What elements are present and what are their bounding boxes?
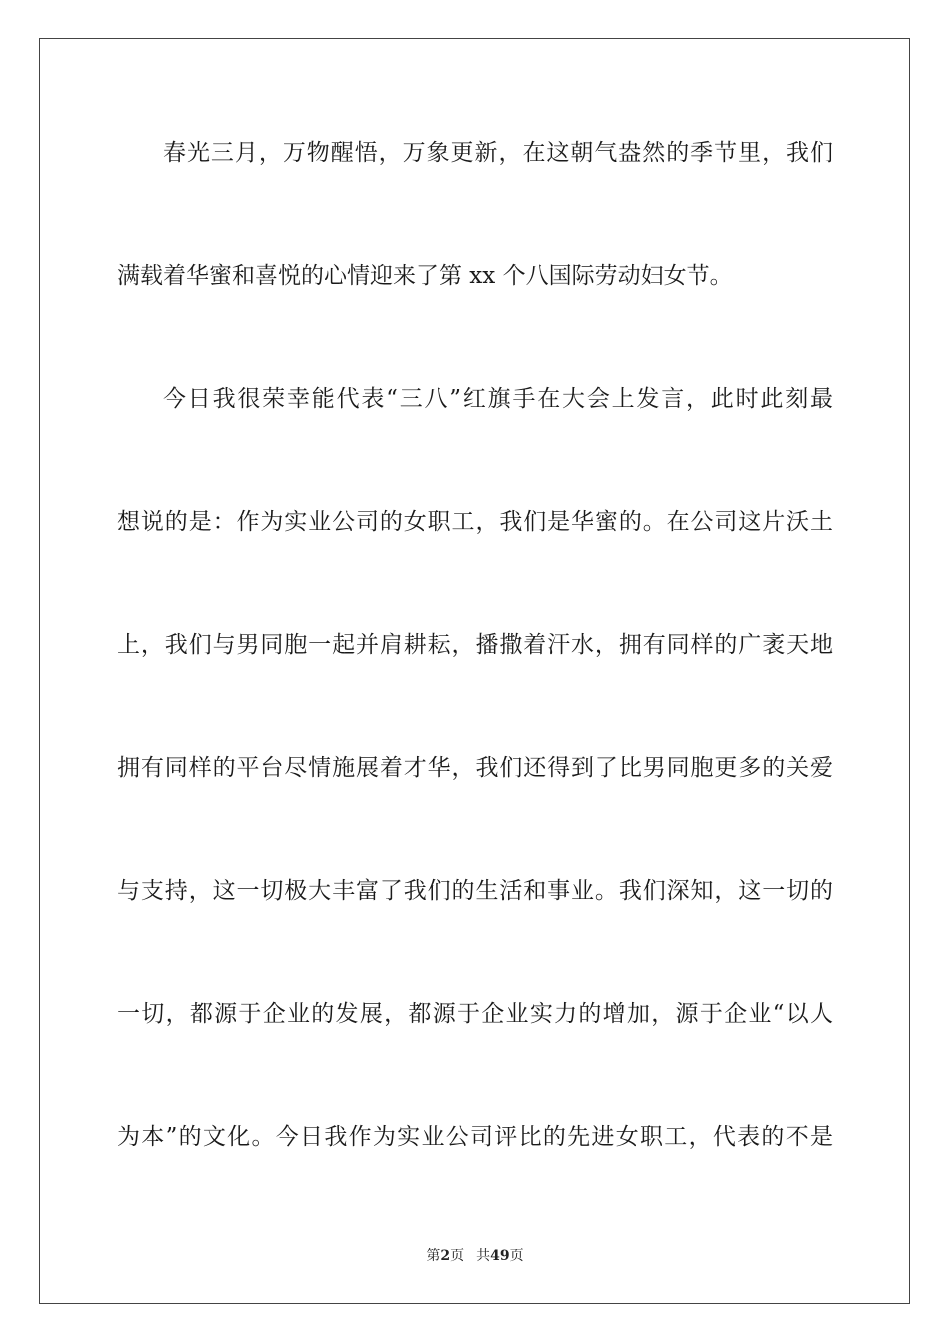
total-pages: 49: [490, 1248, 510, 1264]
paragraph-line: 与支持，这一切极大丰富了我们的生活和事业。我们深知，这一切的: [117, 878, 833, 904]
page-number: 2: [440, 1248, 451, 1264]
total-prefix: 共: [476, 1248, 491, 1264]
paragraph-line: 一切，都源于企业的发展，都源于企业实力的增加，源于企业“以人: [117, 1001, 833, 1027]
page-footer: [0, 1247, 950, 1265]
paragraph-line: 上，我们与男同胞一起并肩耕耘，播撒着汗水，拥有同样的广袤天地: [117, 632, 833, 658]
page-suffix: 页: [450, 1248, 465, 1264]
paragraph-line: 满载着华蜜和喜悦的心情迎来了第 xx 个八国际劳动妇女节。: [117, 263, 733, 289]
page-border: [39, 38, 910, 1304]
paragraph-line: 春光三月，万物醒悟，万象更新，在这朝气盎然的季节里，我们: [163, 140, 833, 166]
paragraph-line: 今日我很荣幸能代表“三八”红旗手在大会上发言，此时此刻最: [163, 386, 833, 412]
paragraph-line: 为本”的文化。今日我作为实业公司评比的先进女职工，代表的不是: [117, 1124, 833, 1150]
total-suffix: 页: [509, 1248, 524, 1264]
paragraph-line: 想说的是：作为实业公司的女职工，我们是华蜜的。在公司这片沃土: [117, 509, 833, 535]
paragraph-line: 拥有同样的平台尽情施展着才华，我们还得到了比男同胞更多的关爱: [117, 755, 833, 781]
page-prefix: 第: [426, 1248, 441, 1264]
